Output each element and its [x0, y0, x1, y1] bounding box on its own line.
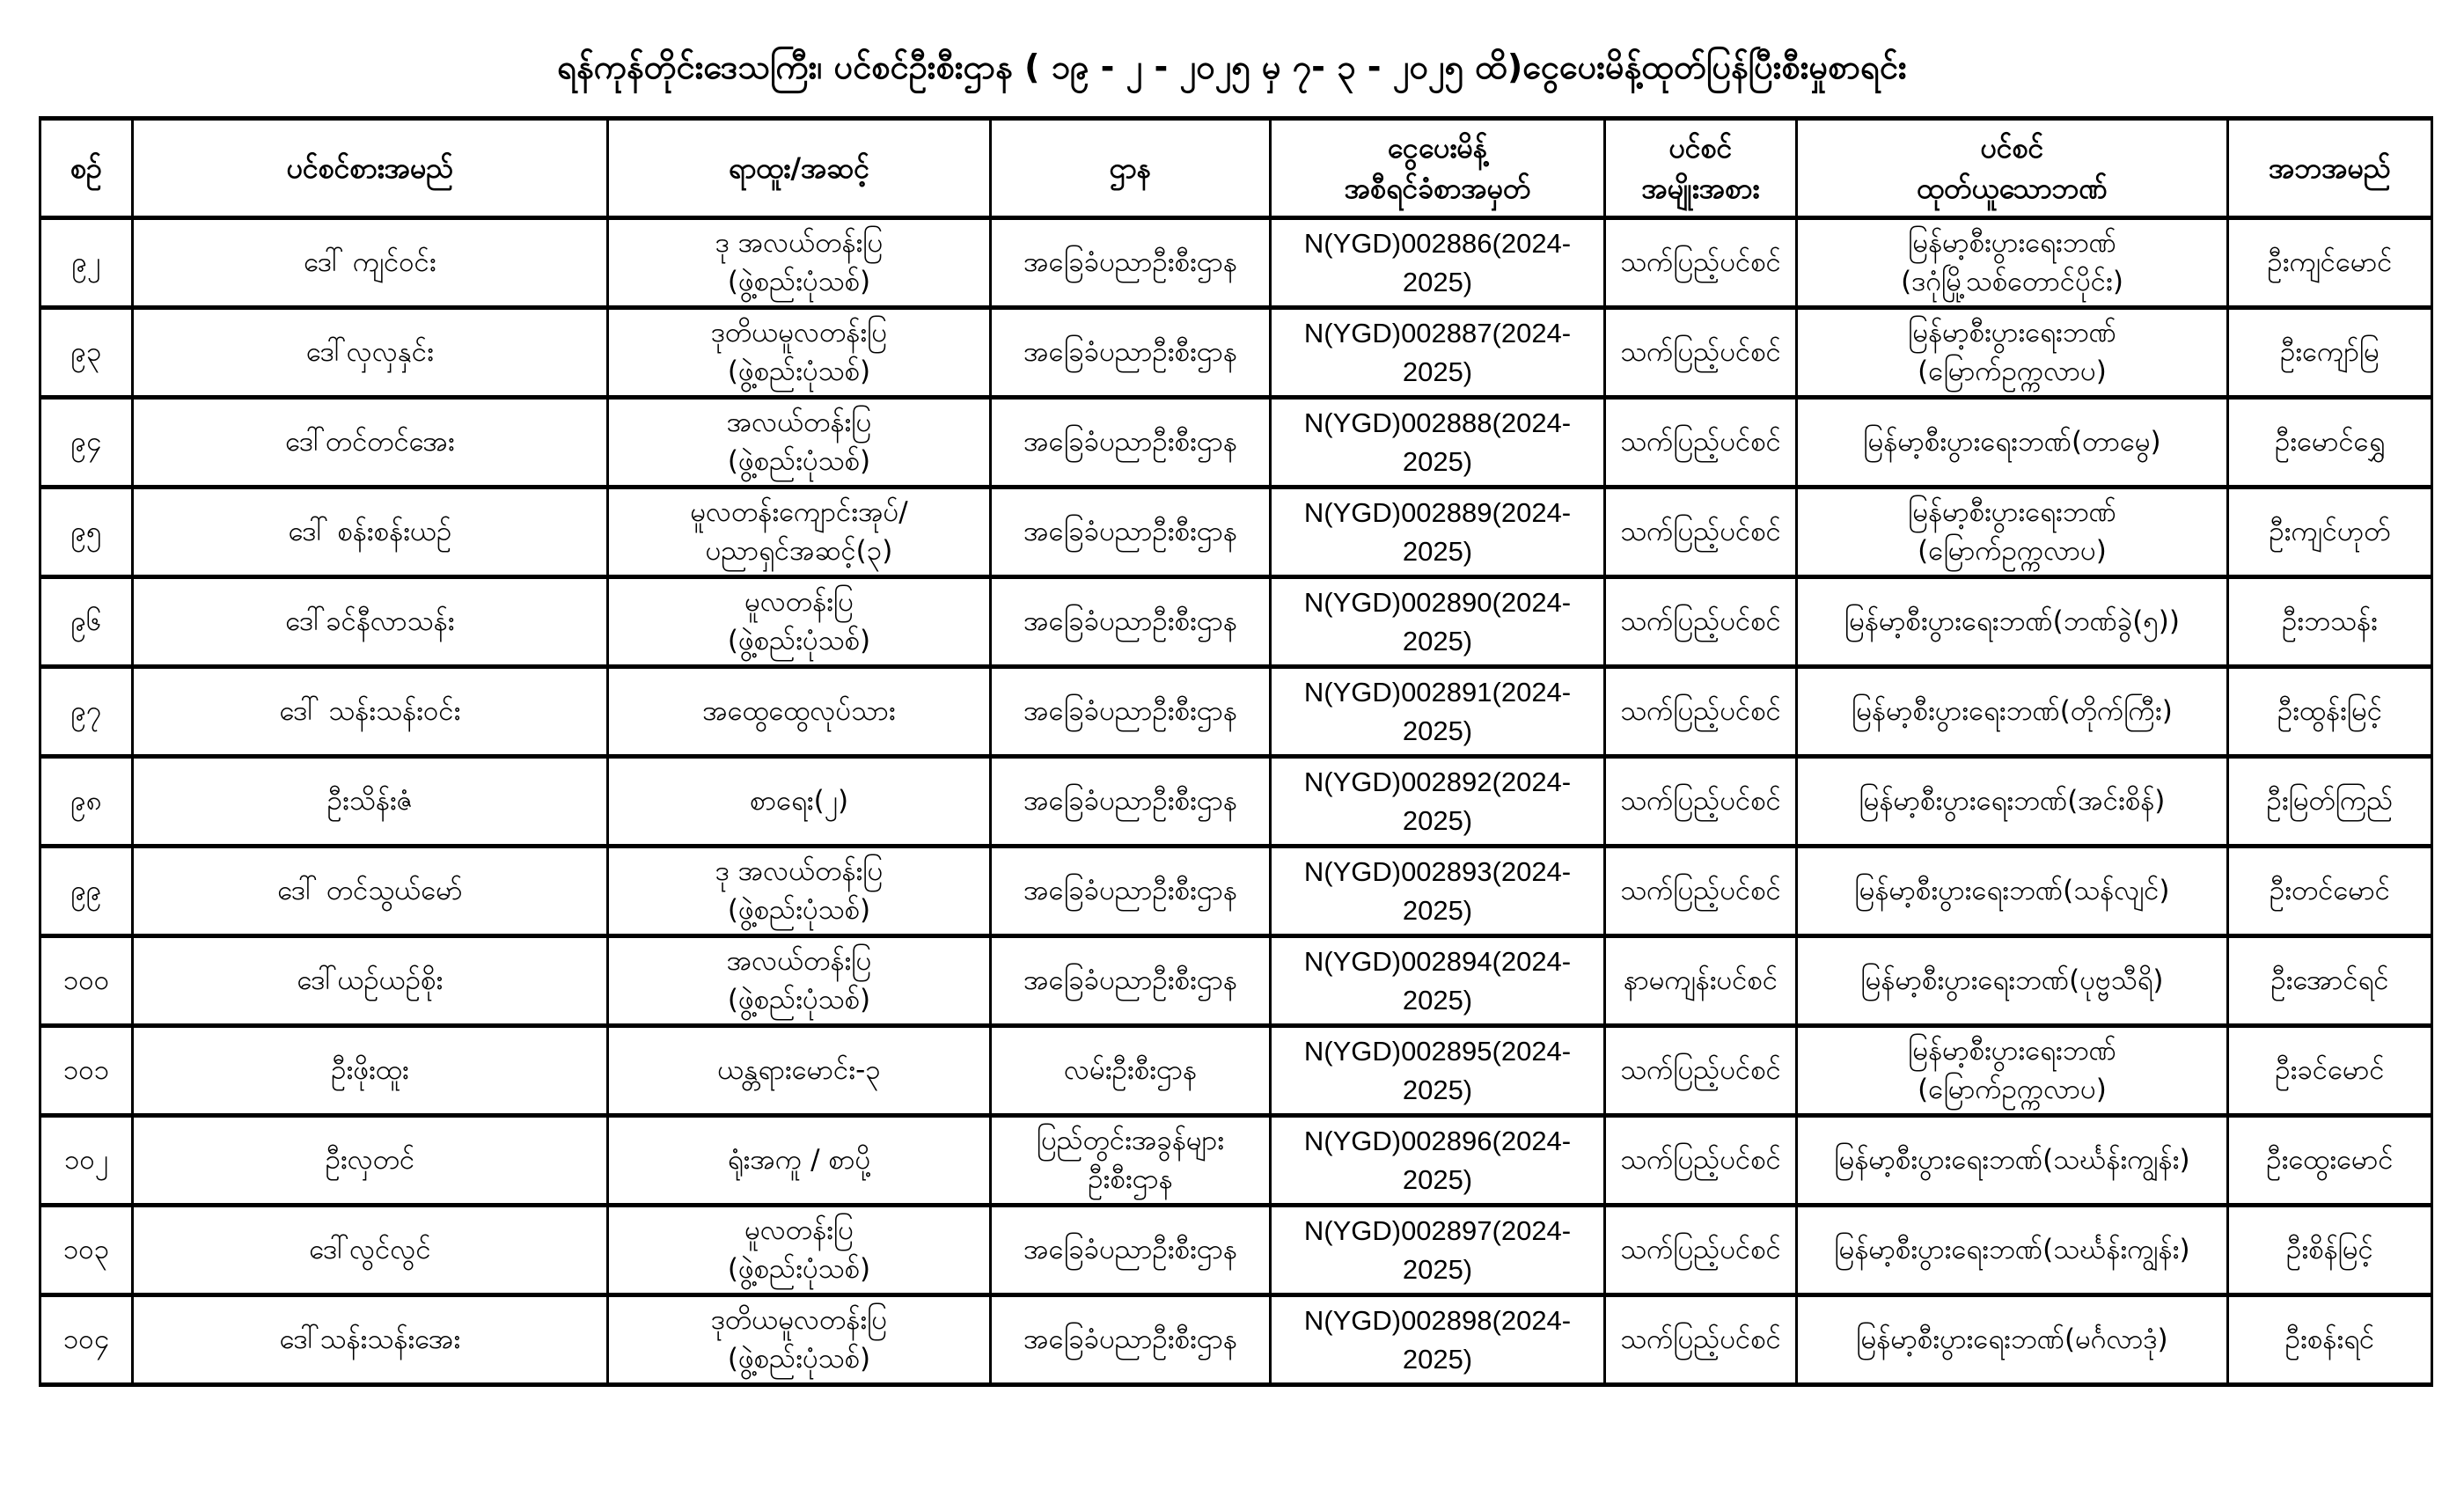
- cell-bank-line: (မြောက်ဥက္ကလာပ): [1918, 534, 2107, 567]
- cell-pension-type: သက်ပြည့်ပင်စင်: [1605, 1026, 1797, 1116]
- table-body: [40, 218, 2432, 1385]
- header-line: အဘအမည်: [2269, 150, 2391, 185]
- cell-bank-line: မြန်မာ့စီးပွားရေးဘဏ်(သန်လျင်): [1854, 874, 2170, 906]
- table-row: [40, 577, 2432, 667]
- page-title: ရန်ကုန်တိုင်းဒေသကြီး၊ ပင်စင်ဦးစီးဌာန ( ၁၉ - ၂ - ၂၀၂၅ မှ ၇- ၃ - ၂၀၂၅ ထိ)ငွေပေးမိန့်ထုတ်ပြန်ပြီးစီးမှုစာရင်း: [557, 48, 1907, 86]
- cell-position: [608, 1206, 991, 1295]
- cell-department: အခြေခံပညာဦးစီးဌာန: [991, 847, 1271, 936]
- cell-department: အခြေခံပညာဦးစီးဌာန: [991, 398, 1271, 488]
- cell-position-line: အထွေထွေလုပ်သား: [702, 694, 896, 727]
- cell-father-name: ဦးမောင်ရွှေ: [2228, 398, 2432, 488]
- cell-position: [608, 1026, 991, 1116]
- header-line: အမျိုးအစား: [1641, 172, 1760, 205]
- cell-serial: ၉၄: [40, 398, 133, 488]
- cell-position: [608, 488, 991, 577]
- cell-pension-type: သက်ပြည့်ပင်စင်: [1605, 218, 1797, 308]
- table-row: [40, 936, 2432, 1026]
- header-line: ပင်စင်စားအမည်: [286, 150, 454, 185]
- cell-position: [608, 1295, 991, 1385]
- col-header-pension-type: [1605, 119, 1797, 218]
- cell-bank: [1797, 398, 2228, 488]
- cell-pension-type: သက်ပြည့်ပင်စင်: [1605, 1116, 1797, 1206]
- cell-bank: [1797, 757, 2228, 847]
- cell-position-line: စာရေး(၂): [749, 784, 849, 817]
- cell-pensioner-name: ဒေါ်လှလှနှင်း: [133, 308, 608, 398]
- cell-serial: ၉၉: [40, 847, 133, 936]
- cell-position-line: အလယ်တန်းပြ: [726, 945, 872, 978]
- cell-pension-type: သက်ပြည့်ပင်စင်: [1605, 577, 1797, 667]
- cell-serial: ၁၀၁: [40, 1026, 133, 1116]
- cell-department: အခြေခံပညာဦးစီးဌာန: [991, 488, 1271, 577]
- cell-pension-type: သက်ပြည့်ပင်စင်: [1605, 398, 1797, 488]
- cell-payment-order-number: N(YGD)002893(2024-2025): [1271, 847, 1605, 936]
- cell-father-name: ဦးထွေးမောင်: [2228, 1116, 2432, 1206]
- col-header-department: [991, 119, 1271, 218]
- cell-bank-line: မြန်မာ့စီးပွားရေးဘဏ်(တိုက်ကြီး): [1852, 694, 2173, 727]
- cell-serial: ၉၃: [40, 308, 133, 398]
- cell-bank-line: (ဒဂုံမြို့သစ်တောင်ပိုင်း): [1901, 265, 2123, 297]
- cell-position: [608, 667, 991, 757]
- col-header-father-name: [2228, 119, 2432, 218]
- table-head: [40, 119, 2432, 218]
- cell-pensioner-name: ဒေါ်လွင်လွင်: [133, 1206, 608, 1295]
- table-row: [40, 667, 2432, 757]
- cell-position-line: ရုံးအကူ / စာပို့: [727, 1143, 871, 1176]
- table-row: [40, 847, 2432, 936]
- table-row: [40, 398, 2432, 488]
- cell-position-line: အလယ်တန်းပြ: [726, 407, 872, 439]
- table-row: [40, 488, 2432, 577]
- cell-serial: ၁၀၄: [40, 1295, 133, 1385]
- table-row: [40, 1116, 2432, 1206]
- cell-serial: ၉၆: [40, 577, 133, 667]
- header-line: ဌာန: [1109, 150, 1152, 185]
- cell-pensioner-name: ဒေါ် သန်းသန်းဝင်း: [133, 667, 608, 757]
- cell-position-line: (ဖွဲ့စည်းပုံသစ်): [727, 1252, 871, 1285]
- table-header-row: [40, 119, 2432, 218]
- col-header-payment-order-number: [1271, 119, 1605, 218]
- col-header-serial: [40, 119, 133, 218]
- cell-father-name: ဦးစိန်မြင့်: [2228, 1206, 2432, 1295]
- cell-pension-type: သက်ပြည့်ပင်စင်: [1605, 667, 1797, 757]
- cell-bank-line: မြန်မာ့စီးပွားရေးဘဏ်(မင်္ဂလာဒုံ): [1856, 1323, 2168, 1355]
- cell-serial: ၁၀၃: [40, 1206, 133, 1295]
- cell-bank: [1797, 577, 2228, 667]
- cell-payment-order-number: N(YGD)002897(2024-2025): [1271, 1206, 1605, 1295]
- cell-payment-order-number: N(YGD)002888(2024-2025): [1271, 398, 1605, 488]
- header-line: ပင်စင်: [1980, 130, 2044, 165]
- cell-department: ပြည်တွင်းအခွန်များဦးစီးဌာန: [991, 1116, 1271, 1206]
- cell-pensioner-name: ဒေါ် ကျင်ဝင်း: [133, 218, 608, 308]
- cell-position-line: (ဖွဲ့စည်းပုံသစ်): [727, 893, 871, 926]
- cell-pensioner-name: ဒေါ်တင်တင်အေး: [133, 398, 608, 488]
- cell-bank-line: မြန်မာ့စီးပွားရေးဘဏ်: [1908, 317, 2116, 349]
- cell-department: အခြေခံပညာဦးစီးဌာန: [991, 1295, 1271, 1385]
- cell-position-line: (ဖွဲ့စည်းပုံသစ်): [727, 355, 871, 387]
- table-row: [40, 1026, 2432, 1116]
- cell-position: [608, 577, 991, 667]
- cell-position-line: ပညာရှင်အဆင့်(၃): [705, 534, 893, 567]
- cell-bank: [1797, 1026, 2228, 1116]
- cell-payment-order-number: N(YGD)002894(2024-2025): [1271, 936, 1605, 1026]
- cell-department: အခြေခံပညာဦးစီးဌာန: [991, 577, 1271, 667]
- cell-payment-order-number: N(YGD)002895(2024-2025): [1271, 1026, 1605, 1116]
- cell-pensioner-name: ဒေါ်သန်းသန်းအေး: [133, 1295, 608, 1385]
- cell-father-name: ဦးစန်းရင်: [2228, 1295, 2432, 1385]
- cell-bank: [1797, 847, 2228, 936]
- cell-bank-line: မြန်မာ့စီးပွားရေးဘဏ်(ပုဗ္ဗသီရိ): [1860, 964, 2164, 996]
- cell-bank-line: မြန်မာ့စီးပွားရေးဘဏ်(တာမွေ): [1863, 425, 2161, 458]
- cell-pensioner-name: ဒေါ်ယဉ်ယဉ်စိုး: [133, 936, 608, 1026]
- cell-position-line: ယန္တရားမောင်း-၃: [717, 1053, 881, 1086]
- cell-father-name: ဦးကျော်မြ: [2228, 308, 2432, 398]
- cell-payment-order-number: N(YGD)002892(2024-2025): [1271, 757, 1605, 847]
- cell-bank: [1797, 308, 2228, 398]
- header-line: စဉ်: [70, 150, 102, 185]
- cell-bank-line: မြန်မာ့စီးပွားရေးဘဏ်(သင်္ဃန်းကျွန်း): [1834, 1143, 2190, 1176]
- cell-position: [608, 1116, 991, 1206]
- cell-pension-type: သက်ပြည့်ပင်စင်: [1605, 488, 1797, 577]
- cell-pension-type: သက်ပြည့်ပင်စင်: [1605, 308, 1797, 398]
- col-header-pensioner-name: [133, 119, 608, 218]
- cell-father-name: ဦးဘသန်း: [2228, 577, 2432, 667]
- cell-father-name: ဦးတင်မောင်: [2228, 847, 2432, 936]
- cell-bank-line: မြန်မာ့စီးပွားရေးဘဏ်: [1908, 496, 2116, 529]
- table-row: [40, 757, 2432, 847]
- cell-position: [608, 936, 991, 1026]
- cell-position-line: ဒုတိယမူလတန်းပြ: [710, 317, 888, 349]
- cell-payment-order-number: N(YGD)002890(2024-2025): [1271, 577, 1605, 667]
- table-row: [40, 308, 2432, 398]
- cell-pensioner-name: ဒေါ် စန်းစန်းယဉ်: [133, 488, 608, 577]
- col-header-position: [608, 119, 991, 218]
- cell-pensioner-name: ဦးသိန်းဇံ: [133, 757, 608, 847]
- cell-pension-type: သက်ပြည့်ပင်စင်: [1605, 757, 1797, 847]
- cell-pensioner-name: ဦးလှတင်: [133, 1116, 608, 1206]
- cell-position: [608, 308, 991, 398]
- cell-bank-line: မြန်မာ့စီးပွားရေးဘဏ်(အင်းစိန်): [1859, 784, 2166, 817]
- cell-pensioner-name: ဒေါ်ခင်နီလာသန်း: [133, 577, 608, 667]
- header-line: ရာထူး/အဆင့်: [728, 150, 870, 185]
- cell-pension-type: သက်ပြည့်ပင်စင်: [1605, 847, 1797, 936]
- table-row: [40, 1206, 2432, 1295]
- cell-position: [608, 757, 991, 847]
- cell-position-line: မူလတန်းပြ: [744, 586, 854, 619]
- cell-payment-order-number: N(YGD)002889(2024-2025): [1271, 488, 1605, 577]
- col-header-bank: [1797, 119, 2228, 218]
- cell-father-name: ဦးကျင်မောင်: [2228, 218, 2432, 308]
- cell-payment-order-number: N(YGD)002891(2024-2025): [1271, 667, 1605, 757]
- cell-department: အခြေခံပညာဦးစီးဌာန: [991, 757, 1271, 847]
- cell-position-line: (ဖွဲ့စည်းပုံသစ်): [727, 444, 871, 477]
- cell-position-line: မူလတန်းကျောင်းအုပ်/: [690, 496, 908, 529]
- cell-serial: ၉၇: [40, 667, 133, 757]
- cell-pensioner-name: ဒေါ် တင်သွယ်မော်: [133, 847, 608, 936]
- cell-position: [608, 218, 991, 308]
- cell-serial: ၁၀၂: [40, 1116, 133, 1206]
- cell-serial: ၁၀၀: [40, 936, 133, 1026]
- cell-bank: [1797, 1295, 2228, 1385]
- cell-payment-order-number: N(YGD)002886(2024-2025): [1271, 218, 1605, 308]
- header-line: ပင်စင်: [1668, 130, 1733, 165]
- cell-position-line: (ဖွဲ့စည်းပုံသစ်): [727, 1342, 871, 1375]
- cell-department: အခြေခံပညာဦးစီးဌာန: [991, 1206, 1271, 1295]
- cell-bank: [1797, 218, 2228, 308]
- cell-pension-type: သက်ပြည့်ပင်စင်: [1605, 1295, 1797, 1385]
- cell-bank-line: မြန်မာ့စီးပွားရေးဘဏ်: [1908, 1035, 2116, 1067]
- cell-payment-order-number: N(YGD)002898(2024-2025): [1271, 1295, 1605, 1385]
- cell-bank-line: မြန်မာ့စီးပွားရေးဘဏ်(ဘဏ်ခွဲ(၅)): [1844, 605, 2180, 637]
- cell-bank: [1797, 488, 2228, 577]
- cell-department: အခြေခံပညာဦးစီးဌာန: [991, 308, 1271, 398]
- cell-pension-type: သက်ပြည့်ပင်စင်: [1605, 1206, 1797, 1295]
- header-line: ငွေပေးမိန့်: [1387, 130, 1488, 165]
- cell-position-line: ဒု အလယ်တန်းပြ: [715, 227, 884, 260]
- cell-father-name: ဦးမြတ်ကြည်: [2228, 757, 2432, 847]
- cell-position-line: (ဖွဲ့စည်းပုံသစ်): [727, 624, 871, 656]
- cell-payment-order-number: N(YGD)002896(2024-2025): [1271, 1116, 1605, 1206]
- cell-payment-order-number: N(YGD)002887(2024-2025): [1271, 308, 1605, 398]
- cell-pension-type: နာမကျန်းပင်စင်: [1605, 936, 1797, 1026]
- cell-serial: ၉၂: [40, 218, 133, 308]
- cell-position: [608, 398, 991, 488]
- cell-department: အခြေခံပညာဦးစီးဌာန: [991, 218, 1271, 308]
- cell-father-name: ဦးထွန်းမြင့်: [2228, 667, 2432, 757]
- cell-position-line: ဒုတိယမူလတန်းပြ: [710, 1304, 888, 1337]
- cell-father-name: ဦးကျင်ဟုတ်: [2228, 488, 2432, 577]
- cell-bank: [1797, 1206, 2228, 1295]
- cell-bank-line: (မြောက်ဥက္ကလာပ): [1918, 355, 2107, 387]
- table-row: [40, 218, 2432, 308]
- table-row: [40, 1295, 2432, 1385]
- cell-bank: [1797, 936, 2228, 1026]
- cell-position-line: (ဖွဲ့စည်းပုံသစ်): [727, 983, 871, 1016]
- cell-bank: [1797, 1116, 2228, 1206]
- cell-position-line: ဒု အလယ်တန်းပြ: [715, 855, 884, 888]
- cell-bank-line: မြန်မာ့စီးပွားရေးဘဏ်: [1908, 227, 2116, 260]
- cell-serial: ၉၅: [40, 488, 133, 577]
- cell-position-line: မူလတန်းပြ: [744, 1214, 854, 1247]
- cell-pensioner-name: ဦးဖိုးထူး: [133, 1026, 608, 1116]
- header-line: ထုတ်ယူသောဘဏ်: [1917, 172, 2108, 205]
- cell-bank-line: (မြောက်ဥက္ကလာပ): [1918, 1073, 2107, 1105]
- cell-father-name: ဦးခင်မောင်: [2228, 1026, 2432, 1116]
- pension-payment-table: [39, 116, 2433, 1387]
- cell-bank-line: မြန်မာ့စီးပွားရေးဘဏ်(သင်္ဃန်းကျွန်း): [1834, 1233, 2190, 1265]
- cell-bank: [1797, 667, 2228, 757]
- cell-position: [608, 847, 991, 936]
- cell-father-name: ဦးအောင်ရင်: [2228, 936, 2432, 1026]
- cell-department: အခြေခံပညာဦးစီးဌာန: [991, 667, 1271, 757]
- cell-serial: ၉၈: [40, 757, 133, 847]
- cell-department: အခြေခံပညာဦးစီးဌာန: [991, 936, 1271, 1026]
- header-line: အစီရင်ခံစာအမှတ်: [1344, 172, 1531, 205]
- cell-department: လမ်းဦးစီးဌာန: [991, 1026, 1271, 1116]
- cell-position-line: (ဖွဲ့စည်းပုံသစ်): [727, 265, 871, 297]
